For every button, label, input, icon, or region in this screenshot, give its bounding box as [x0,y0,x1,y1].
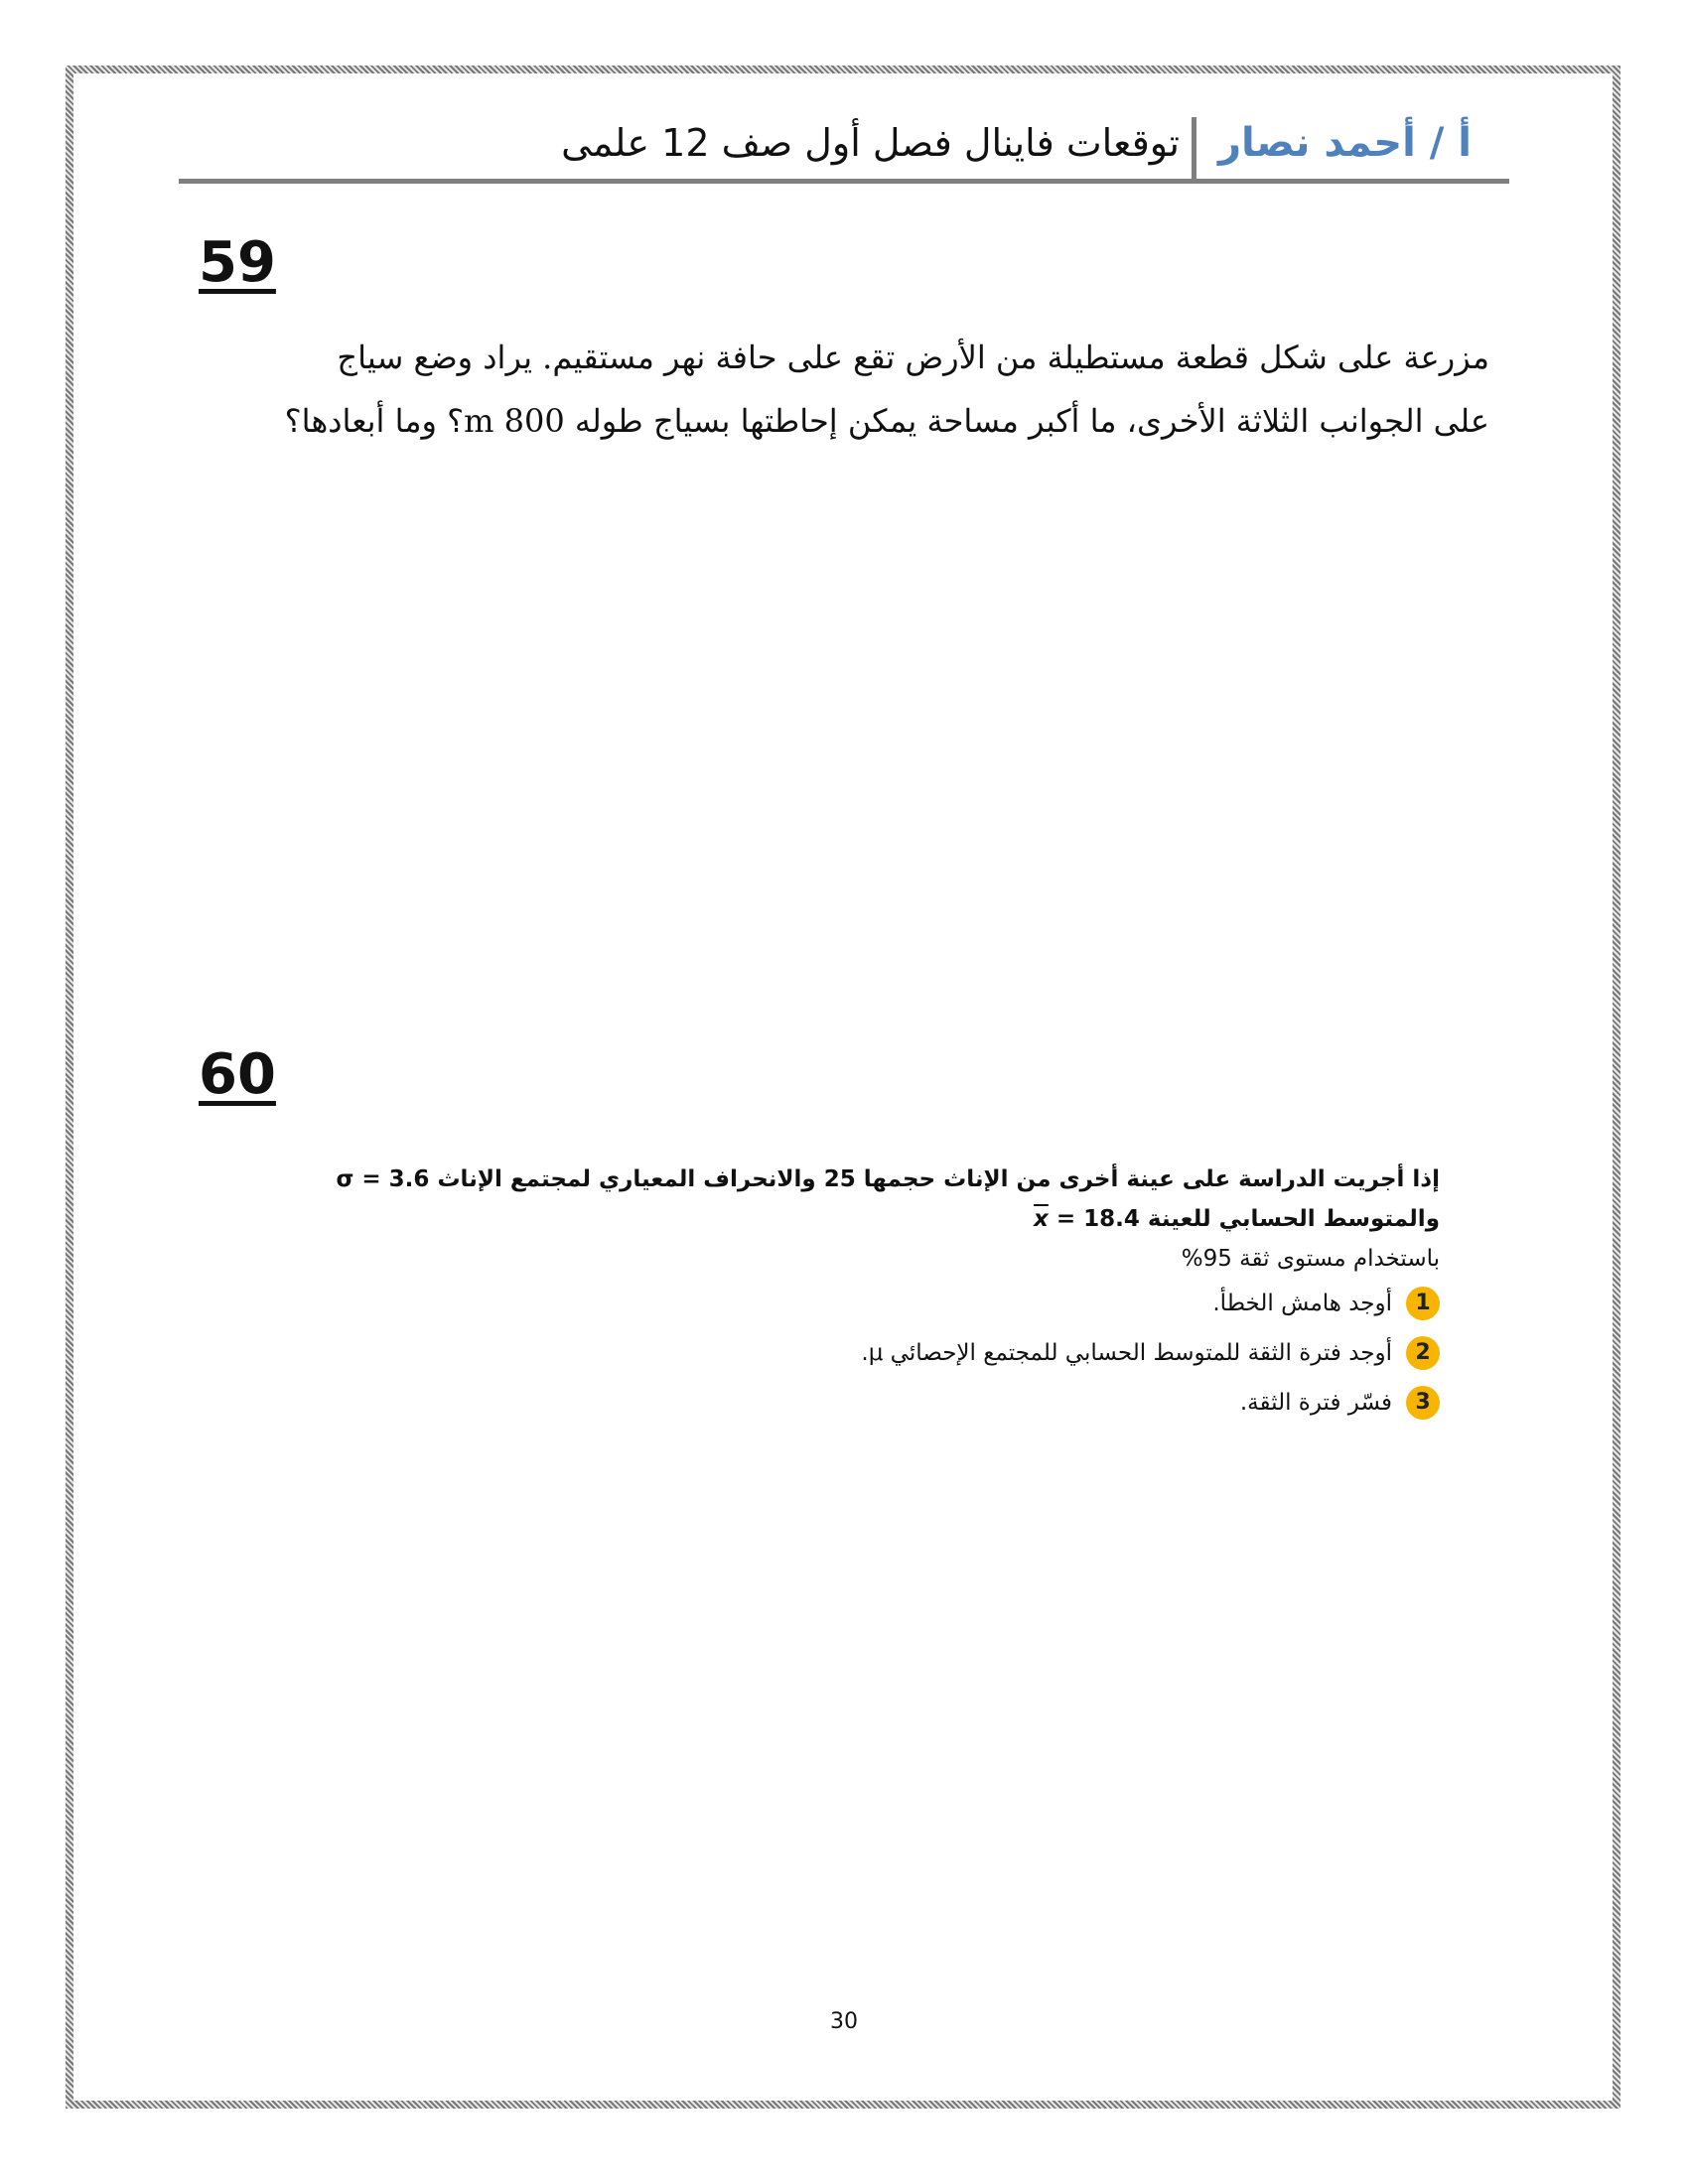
question-59-line-1: مزرعة على شكل قطعة مستطيلة من الأرض تقع على حافة نهر مستقيم. يراد وضع سياج [337,339,1489,376]
question-60-mean [199,1199,1440,1239]
question-60-intro: إذا أجريت الدراسة على عينة أخرى من الإناث حجمها 25 والانحراف المعياري لمجتمع الإناث σ = 3.6 [336,1166,1440,1192]
item-number-badge: 2 [1406,1336,1440,1370]
item-number-badge: 1 [1406,1287,1440,1320]
mean-value: 18.4 [1083,1206,1140,1232]
page-header [179,107,1509,184]
item-number-badge: 3 [1406,1386,1440,1420]
item-text: أوجد هامش الخطأ. [1212,1291,1392,1316]
question-60-item-3 [199,1378,1440,1428]
question-60-item-1 [199,1279,1440,1328]
item-text: فسّر فترة الثقة. [1239,1390,1392,1416]
question-number-60: 60 [199,1042,276,1107]
question-60-block [199,1160,1440,1428]
question-number-59: 59 [199,230,276,295]
item-text: أوجد فترة الثقة للمتوسط الحسابي للمجتمع الإحصائي μ. [861,1340,1392,1366]
mean-symbol: $\overline{x}$ [1034,1206,1049,1232]
page-number: 30 [830,2009,858,2034]
mean-expression: $\overline{x} = 18.4$ [1034,1206,1140,1232]
document-title: توقعات فاينال فصل أول صف 12 علمى [561,121,1180,165]
question-59-text [199,326,1489,453]
question-60-confidence: باستخدام مستوى ثقة 95% [1181,1246,1440,1272]
author-name: أ / أحمد نصار [1192,117,1509,179]
question-59-line-2: على الجوانب الثلاثة الأخرى، ما أكبر مساحة يمكن إحاطتها بسياج طوله 800 m؟ وما أبعادها؟ [284,402,1489,440]
question-60-item-2 [199,1328,1440,1378]
mean-label: والمتوسط الحسابي للعينة [1147,1206,1440,1232]
